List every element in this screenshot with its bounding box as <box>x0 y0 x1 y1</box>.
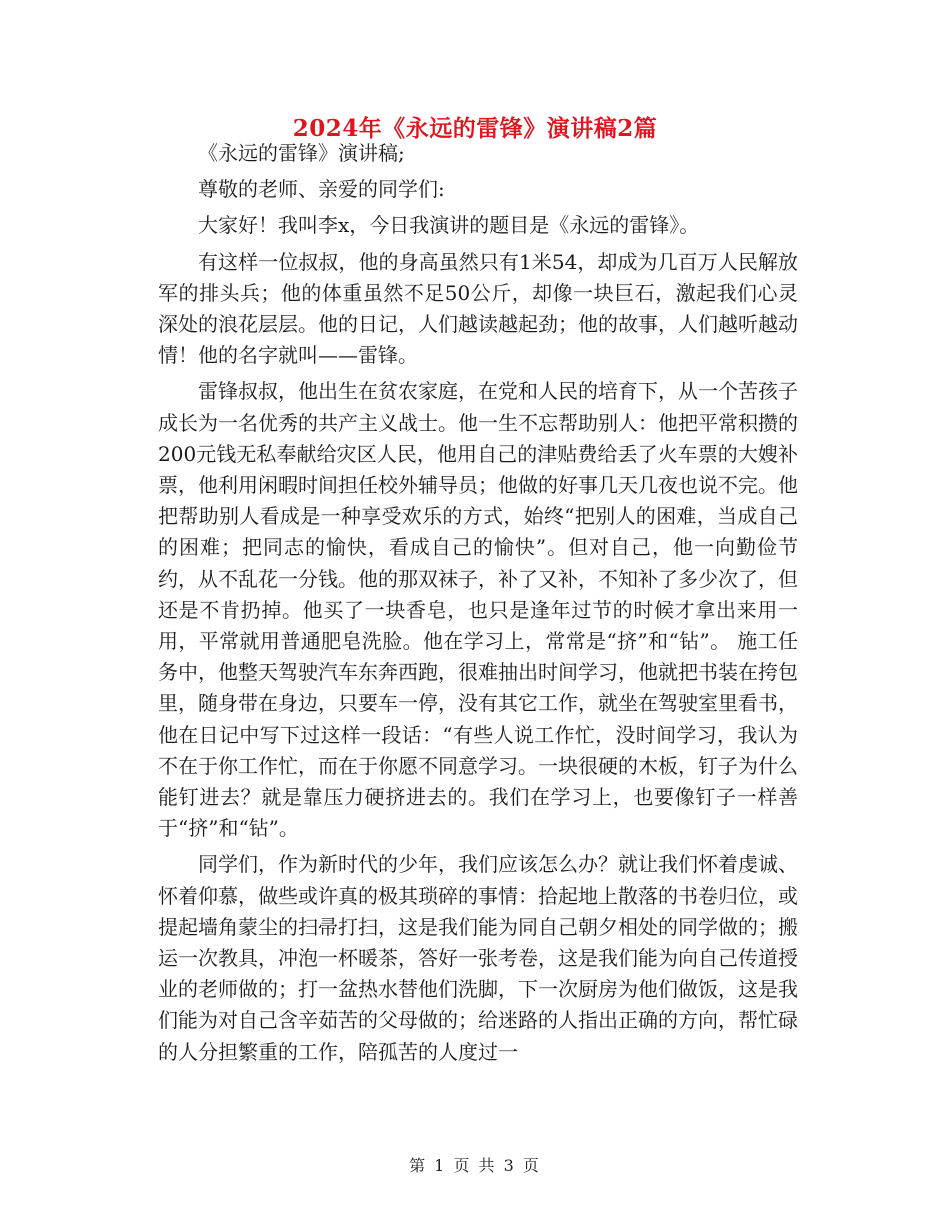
page-number-footer: 第 1 页 共 3 页 <box>409 1156 541 1175</box>
paragraph-call-to-action: 同学们，作为新时代的少年，我们应该怎么办？就让我们怀着虔诚、怀着仰慕，做些或许真的极其琐碎的事情：拾起地上散落的书卷归位，或提起墙角蒙尘的扫帚打扫，这是我们能为同自己朝夕相处的同学做的；搬运一次教具，冲泡一杯暖茶，答好一张考卷，这是我们能为向自己传道授业的老师做的；打一盆热水替他们洗脚，下一次厨房为他们做饭，这是我们能为对自己含辛茹苦的父母做的；给迷路的人指出正确的方向，帮忙碌的人分担繁重的工作，陪孤苦的人度过一 <box>158 852 798 1064</box>
paragraph-speech-heading: 《永远的雷锋》演讲稿; <box>198 141 405 165</box>
paragraph-introduction: 有这样一位叔叔，他的身高虽然只有1米54，却成为几百万人民解放军的排头兵；他的体重虽然不足50公斤，却像一块巨石，激起我们心灵深处的浪花层层。他的日记，人们越读越起劲；他的故事，人们越听越动情！他的名字就叫——雷锋。 <box>158 249 798 368</box>
paragraph-greeting: 大家好！我叫李x，今日我演讲的题目是《永远的雷锋》。 <box>198 213 700 238</box>
document-title: 2024年《永远的雷锋》演讲稿2篇 <box>292 115 658 142</box>
paragraph-lei-feng-story: 雷锋叔叔，他出生在贫农家庭，在党和人民的培育下，从一个苦孩子成长为一名优秀的共产主义战士。他一生不忘帮助别人：他把平常积攒的200元钱无私奉献给灾区人民，他用自己的津贴费给丢了火车票的大嫂补票，他利用闲暇时间担任校外辅导员；他做的好事几天几夜也说不完。他把帮助别人看成是一种享受欢乐的方式，始终“把别人的困难，当成自己的困难；把同志的愉快，看成自己的愉快”。但对自己，他一向勤俭节约，从不乱花一分钱。他的那双袜子，补了又补，不知补了多少次了，但还是不肯扔掉。他买了一块香皂，也只是逢年过节的时候才拿出来用一用，平常就用普通肥皂洗脸。他在学习上，常常是“挤”和“钻”。 施工任务中，他整天驾驶汽车东奔西跑，很难抽出时间学习，他就把书装在挎包里，随身带在身边，只要车一停，没有其它工作，就坐在驾驶室里看书，他在日记中写下过这样一段话：“有些人说工作忙，没时间学习，我认为不在于你工作忙，而在于你愿不同意学习。一块很硬的木板，钉子为什么能钉进去？就是靠压力硬挤进去的。我们在学习上，也要像钉子一样善于“挤”和“钻”。 <box>158 379 798 841</box>
document-body <box>158 138 798 1068</box>
paragraph-salutation: 尊敬的老师、亲爱的同学们: <box>198 177 445 202</box>
